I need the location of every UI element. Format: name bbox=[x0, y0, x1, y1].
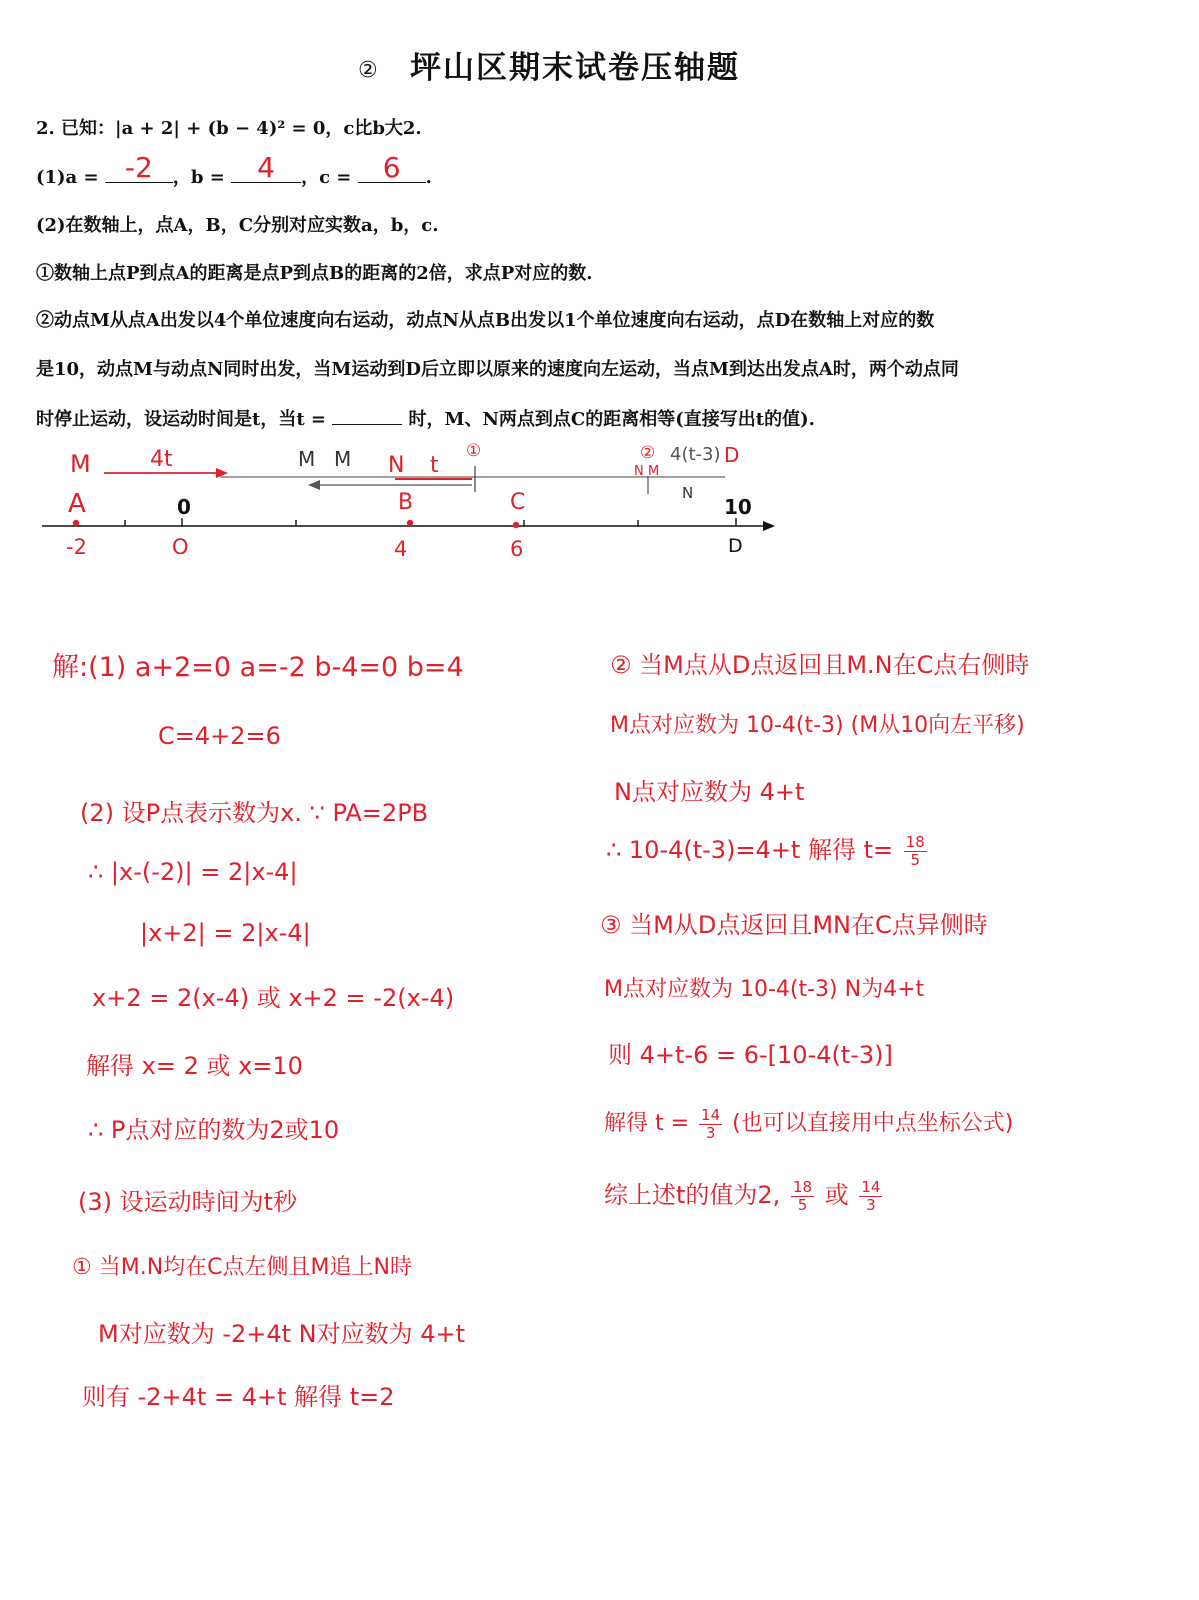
part1-prefix: (1)a = bbox=[36, 167, 99, 188]
motion-4t: 4t bbox=[150, 447, 173, 472]
solution-right-8-a: 解得 t = bbox=[604, 1111, 690, 1136]
part1-line bbox=[36, 151, 432, 189]
hand-label-D-black: D bbox=[728, 535, 743, 557]
solution-line-6: x+2 = 2(x-4) 或 x+2 = -2(x-4) bbox=[92, 984, 455, 1012]
sub-question-2-line2: 是10，动点M与动点N同时出发，当M运动到D后立即以原来的速度向左运动，当点M到达出发点A时，两个动点同 bbox=[36, 359, 959, 380]
fraction-numerator: 18 bbox=[792, 1177, 813, 1196]
fraction-14-3-final bbox=[859, 1177, 882, 1214]
solution-right-5: ③ 当M从D点返回且MN在C点异侧時 bbox=[600, 911, 988, 939]
fraction-18-5 bbox=[904, 832, 927, 869]
solution-right-4 bbox=[606, 830, 930, 868]
fraction-denominator: 5 bbox=[910, 850, 921, 869]
point-A bbox=[73, 520, 79, 526]
arrow-M-left-head bbox=[308, 480, 320, 490]
point-B bbox=[407, 520, 413, 526]
solution-line-2: C=4+2=6 bbox=[158, 722, 281, 750]
solution-right-2: M点对应数为 10-4(t-3) (M从10向左平移) bbox=[610, 713, 1025, 738]
hand-label-A: A bbox=[68, 489, 86, 519]
solution-line-9: (3) 设运动時间为t秒 bbox=[78, 1188, 298, 1216]
solution-right-6: M点对应数为 10-4(t-3) N为4+t bbox=[604, 977, 925, 1002]
solution-line-1: 解:(1) a+2=0 a=-2 b-4=0 b=4 bbox=[52, 652, 464, 683]
answer-a-blank bbox=[105, 151, 173, 184]
answer-b-blank bbox=[231, 151, 301, 184]
axis-arrow bbox=[763, 521, 775, 531]
solution-line-8: ∴ P点对应的数为2或10 bbox=[88, 1116, 340, 1144]
fraction-numerator: 14 bbox=[861, 1177, 881, 1196]
solution-right-3: N点对应数为 4+t bbox=[614, 778, 805, 806]
part2-text: (2)在数轴上，点A，B，C分别对应实数a，b，c. bbox=[36, 215, 439, 236]
solution-right-9-mid: 或 bbox=[824, 1181, 857, 1209]
circled-number-marker: ② bbox=[358, 58, 378, 83]
label-C: C bbox=[510, 490, 526, 515]
motion-M-start: M bbox=[70, 450, 91, 478]
fraction-18-5-final bbox=[791, 1177, 814, 1214]
solution-line-4: ∴ |x-(-2)| = 2|x-4| bbox=[88, 858, 298, 886]
answer-a: -2 bbox=[124, 151, 153, 184]
fraction-14-3 bbox=[699, 1105, 722, 1142]
motion-M-2: M bbox=[648, 464, 660, 479]
motion-N-2: N bbox=[634, 464, 644, 479]
solution-line-3: (2) 设P点表示数为x. ∵ PA=2PB bbox=[80, 799, 429, 827]
sub2-line3-b: 时，M、N两点到点C的距离相等(直接写出t的值). bbox=[408, 409, 815, 430]
solution-right-9-a: 综上述t的值为2, bbox=[604, 1181, 781, 1209]
marker-2: ② bbox=[640, 443, 656, 463]
problem-statement: 2. 已知：|a + 2| + (b − 4)² = 0，c比b大2. bbox=[36, 118, 422, 139]
hand-label-O: O bbox=[172, 535, 189, 559]
fraction-numerator: 18 bbox=[905, 832, 925, 851]
motion-t: t bbox=[430, 453, 439, 478]
t-answer-blank bbox=[332, 406, 402, 425]
sub-question-2-line3 bbox=[36, 405, 815, 431]
label-zero: 0 bbox=[177, 495, 191, 519]
number-line-diagram bbox=[30, 432, 790, 567]
answer-b: 4 bbox=[257, 151, 275, 184]
solution-line-5: |x+2| = 2|x-4| bbox=[140, 919, 311, 947]
motion-N: N bbox=[388, 453, 405, 478]
fraction-denominator: 3 bbox=[866, 1195, 876, 1214]
solution-line-12: 则有 -2+4t = 4+t 解得 t=2 bbox=[82, 1383, 395, 1411]
answer-c-blank bbox=[358, 151, 426, 184]
motion-N-3: N bbox=[682, 484, 694, 502]
hand-label-minus2: -2 bbox=[66, 535, 87, 559]
solution-right-8 bbox=[604, 1106, 1013, 1141]
motion-4t-minus-3: 4(t-3) bbox=[670, 444, 721, 465]
hand-label-D-red: D bbox=[724, 443, 740, 467]
hand-label-4: 4 bbox=[394, 537, 408, 561]
motion-M-back-2: M bbox=[334, 447, 352, 471]
point-C bbox=[513, 522, 519, 528]
solution-line-10: ① 当M.N均在C点左侧且M追上N時 bbox=[72, 1255, 412, 1280]
part1-c-label: ，c = bbox=[301, 167, 352, 188]
marker-1: ① bbox=[466, 441, 482, 461]
solution-right-8-b: (也可以直接用中点坐标公式) bbox=[732, 1111, 1014, 1136]
solution-right-9 bbox=[604, 1175, 885, 1213]
solution-right-7: 则 4+t-6 = 6-[10-4(t-3)] bbox=[608, 1041, 893, 1069]
fraction-denominator: 3 bbox=[705, 1123, 716, 1142]
label-ten: 10 bbox=[724, 495, 752, 519]
sub-question-1: ①数轴上点P到点A的距离是点P到点B的距离的2倍，求点P对应的数. bbox=[36, 263, 593, 284]
page-title: 坪山区期末试卷压轴题 bbox=[410, 50, 740, 86]
solution-right-1: ② 当M点从D点返回且M.N在C点右侧時 bbox=[610, 651, 1030, 679]
motion-M-back-1: M bbox=[298, 447, 316, 471]
sub2-line3-a: 时停止运动，设运动时间是t，当t = bbox=[36, 409, 326, 430]
solution-line-7: 解得 x= 2 或 x=10 bbox=[86, 1052, 303, 1080]
fraction-denominator: 5 bbox=[797, 1195, 808, 1214]
part1-b-label: ，b = bbox=[172, 167, 225, 188]
fraction-numerator: 14 bbox=[701, 1105, 721, 1124]
answer-c: 6 bbox=[382, 151, 401, 184]
part1-end: . bbox=[425, 167, 432, 188]
sub-question-2-line1: ②动点M从点A出发以4个单位速度向右运动，动点N从点B出发以1个单位速度向右运动，点D在数轴上对应的数 bbox=[36, 310, 935, 331]
solution-line-11: M对应数为 -2+4t N对应数为 4+t bbox=[98, 1320, 466, 1348]
label-B: B bbox=[398, 490, 414, 515]
solution-right-4-text: ∴ 10-4(t-3)=4+t 解得 t= bbox=[606, 836, 894, 864]
hand-label-6: 6 bbox=[510, 537, 524, 561]
